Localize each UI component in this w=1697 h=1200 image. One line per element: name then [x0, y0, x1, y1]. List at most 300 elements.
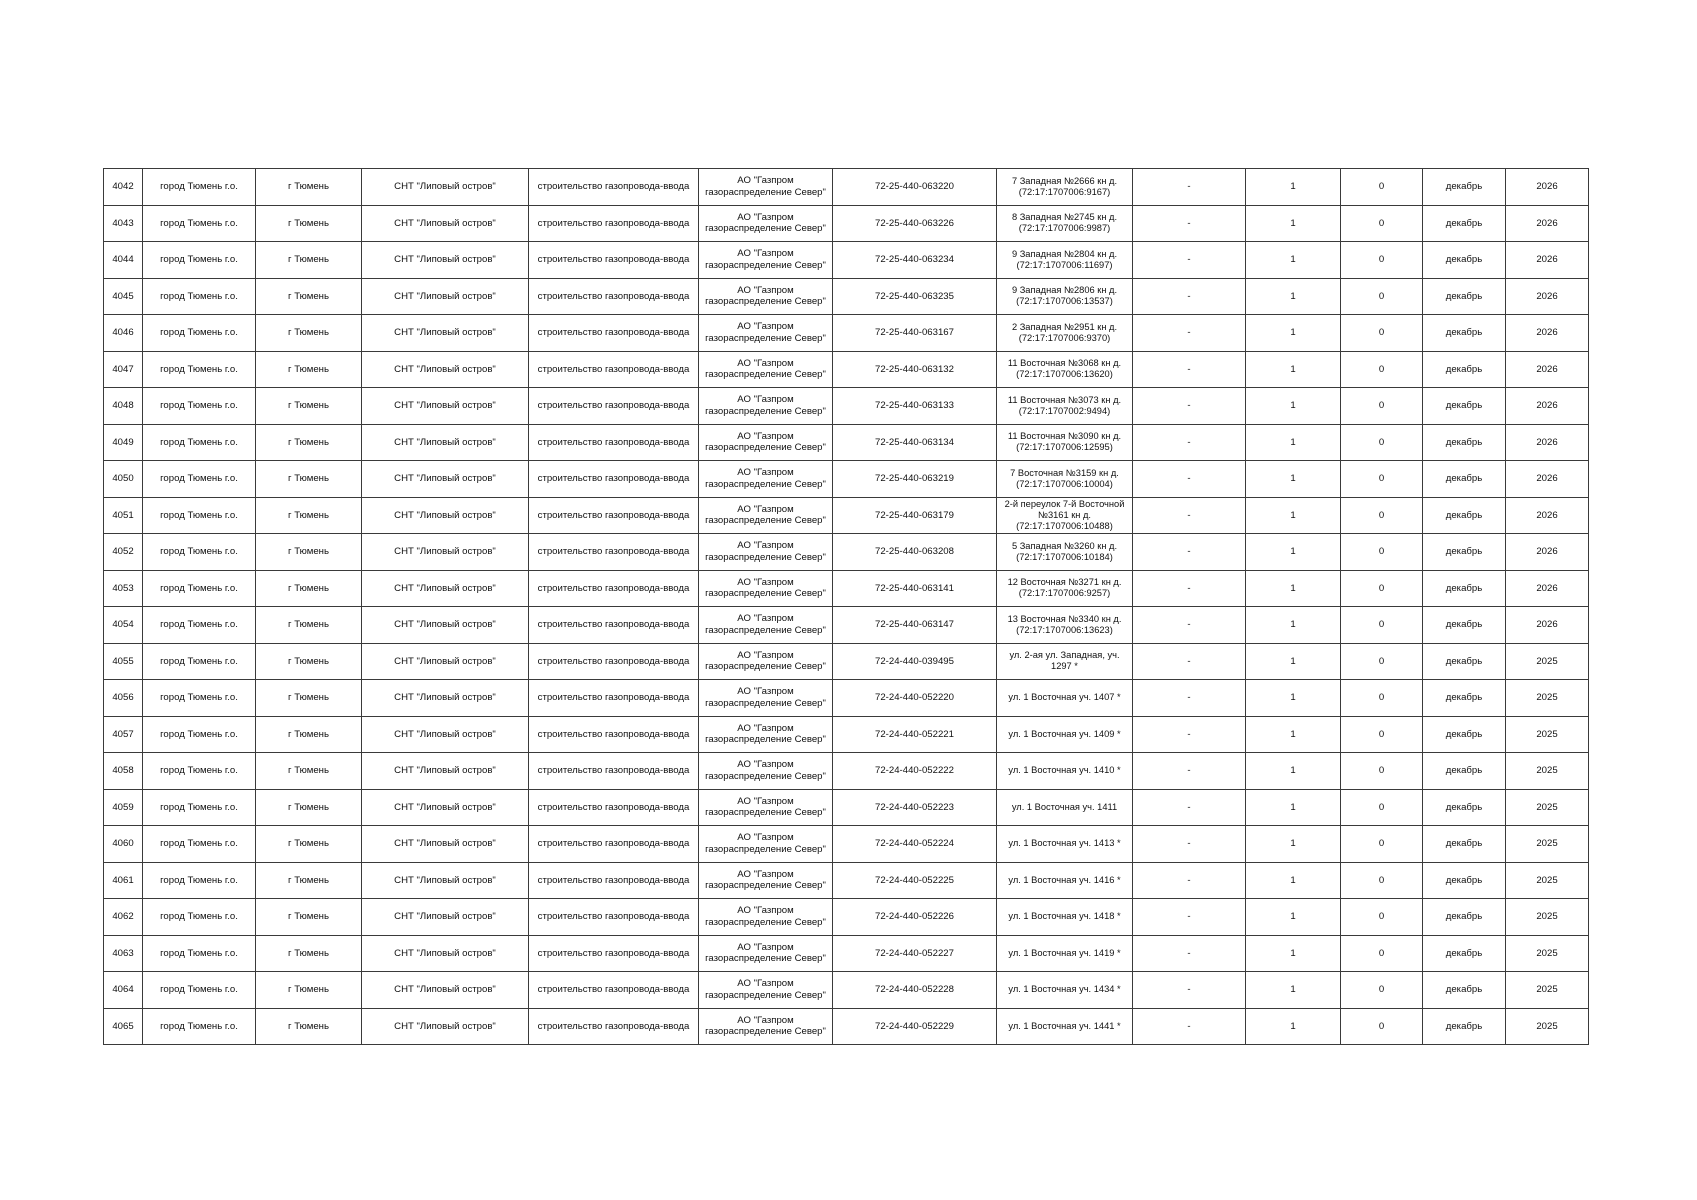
cell-municipality: город Тюмень г.о. [143, 972, 256, 1009]
table-body [104, 169, 1589, 1045]
cell-extra: - [1133, 680, 1246, 717]
cell-city: г Тюмень [256, 862, 362, 899]
cell-city: г Тюмень [256, 278, 362, 315]
cell-work-type: строительство газопровода-ввода [529, 242, 699, 279]
cell-work-type: строительство газопровода-ввода [529, 497, 699, 534]
cell-extra: - [1133, 716, 1246, 753]
cell-work-type: строительство газопровода-ввода [529, 716, 699, 753]
cell-count: 1 [1246, 716, 1341, 753]
cell-application-id: 72-24-440-052222 [833, 753, 997, 790]
cell-count: 1 [1246, 205, 1341, 242]
cell-city: г Тюмень [256, 497, 362, 534]
cell-year: 2026 [1506, 388, 1589, 425]
cell-value: 0 [1341, 862, 1423, 899]
cell-extra: - [1133, 388, 1246, 425]
cell-city: г Тюмень [256, 351, 362, 388]
table-row [104, 680, 1589, 717]
cell-city: г Тюмень [256, 680, 362, 717]
cell-application-id: 72-24-440-052220 [833, 680, 997, 717]
cell-application-id: 72-24-440-052227 [833, 935, 997, 972]
cell-year: 2026 [1506, 315, 1589, 352]
cell-month: декабрь [1423, 680, 1506, 717]
cell-extra: - [1133, 1008, 1246, 1045]
cell-city: г Тюмень [256, 826, 362, 863]
cell-row-number: 4061 [104, 862, 143, 899]
cell-count: 1 [1246, 680, 1341, 717]
cell-municipality: город Тюмень г.о. [143, 169, 256, 206]
cell-organization: АО "Газпром газораспределение Север" [699, 388, 833, 425]
cell-municipality: город Тюмень г.о. [143, 461, 256, 498]
cell-organization: АО "Газпром газораспределение Север" [699, 242, 833, 279]
cell-extra: - [1133, 570, 1246, 607]
cell-address: 13 Восточная №3340 кн д.(72:17:1707006:13623) [997, 607, 1133, 644]
table-row [104, 1008, 1589, 1045]
cell-address: ул. 1 Восточная уч. 1413 * [997, 826, 1133, 863]
cell-municipality: город Тюмень г.о. [143, 534, 256, 571]
cell-extra: - [1133, 972, 1246, 1009]
cell-organization: АО "Газпром газораспределение Север" [699, 169, 833, 206]
cell-address: 11 Восточная №3073 кн д.(72:17:1707002:9494) [997, 388, 1133, 425]
cell-city: г Тюмень [256, 789, 362, 826]
cell-municipality: город Тюмень г.о. [143, 680, 256, 717]
cell-year: 2026 [1506, 351, 1589, 388]
cell-value: 0 [1341, 972, 1423, 1009]
cell-application-id: 72-25-440-063220 [833, 169, 997, 206]
cell-year: 2026 [1506, 278, 1589, 315]
cell-month: декабрь [1423, 935, 1506, 972]
cell-settlement: СНТ "Липовый остров" [362, 643, 529, 680]
cell-year: 2025 [1506, 789, 1589, 826]
cell-municipality: город Тюмень г.о. [143, 862, 256, 899]
cell-count: 1 [1246, 278, 1341, 315]
cell-value: 0 [1341, 680, 1423, 717]
cell-extra: - [1133, 753, 1246, 790]
cell-extra: - [1133, 351, 1246, 388]
cell-count: 1 [1246, 789, 1341, 826]
table-row [104, 424, 1589, 461]
cell-row-number: 4058 [104, 753, 143, 790]
cell-address: ул. 1 Восточная уч. 1407 * [997, 680, 1133, 717]
cell-count: 1 [1246, 972, 1341, 1009]
cell-count: 1 [1246, 899, 1341, 936]
cell-month: декабрь [1423, 716, 1506, 753]
cell-municipality: город Тюмень г.о. [143, 424, 256, 461]
cell-count: 1 [1246, 424, 1341, 461]
table-row [104, 899, 1589, 936]
cell-city: г Тюмень [256, 461, 362, 498]
cell-year: 2025 [1506, 899, 1589, 936]
cell-address: ул. 1 Восточная уч. 1441 * [997, 1008, 1133, 1045]
cell-work-type: строительство газопровода-ввода [529, 1008, 699, 1045]
cell-application-id: 72-25-440-063234 [833, 242, 997, 279]
cell-application-id: 72-24-440-052223 [833, 789, 997, 826]
cell-value: 0 [1341, 388, 1423, 425]
cell-city: г Тюмень [256, 607, 362, 644]
cell-value: 0 [1341, 278, 1423, 315]
cell-row-number: 4050 [104, 461, 143, 498]
cell-settlement: СНТ "Липовый остров" [362, 716, 529, 753]
cell-year: 2026 [1506, 424, 1589, 461]
cell-settlement: СНТ "Липовый остров" [362, 169, 529, 206]
cell-count: 1 [1246, 388, 1341, 425]
cell-count: 1 [1246, 461, 1341, 498]
cell-row-number: 4052 [104, 534, 143, 571]
cell-value: 0 [1341, 789, 1423, 826]
cell-work-type: строительство газопровода-ввода [529, 899, 699, 936]
cell-address: ул. 1 Восточная уч. 1434 * [997, 972, 1133, 1009]
table-row [104, 169, 1589, 206]
cell-work-type: строительство газопровода-ввода [529, 753, 699, 790]
table-row [104, 972, 1589, 1009]
cell-address: 8 Западная №2745 кн д.(72:17:1707006:9987) [997, 205, 1133, 242]
cell-row-number: 4046 [104, 315, 143, 352]
cell-organization: АО "Газпром газораспределение Север" [699, 862, 833, 899]
cell-value: 0 [1341, 534, 1423, 571]
cell-municipality: город Тюмень г.о. [143, 826, 256, 863]
cell-count: 1 [1246, 570, 1341, 607]
cell-value: 0 [1341, 716, 1423, 753]
cell-city: г Тюмень [256, 205, 362, 242]
cell-value: 0 [1341, 315, 1423, 352]
cell-application-id: 72-24-440-052226 [833, 899, 997, 936]
cell-year: 2026 [1506, 534, 1589, 571]
cell-city: г Тюмень [256, 242, 362, 279]
cell-extra: - [1133, 424, 1246, 461]
cell-application-id: 72-24-440-052221 [833, 716, 997, 753]
cell-work-type: строительство газопровода-ввода [529, 388, 699, 425]
cell-address: ул. 2-ая ул. Западная, уч. 1297 * [997, 643, 1133, 680]
cell-row-number: 4055 [104, 643, 143, 680]
cell-organization: АО "Газпром газораспределение Север" [699, 351, 833, 388]
data-table [103, 168, 1589, 1045]
cell-settlement: СНТ "Липовый остров" [362, 278, 529, 315]
cell-extra: - [1133, 789, 1246, 826]
cell-city: г Тюмень [256, 935, 362, 972]
cell-organization: АО "Газпром газораспределение Север" [699, 643, 833, 680]
cell-address: 11 Восточная №3090 кн д.(72:17:1707006:12595) [997, 424, 1133, 461]
cell-municipality: город Тюмень г.о. [143, 716, 256, 753]
cell-value: 0 [1341, 424, 1423, 461]
cell-settlement: СНТ "Липовый остров" [362, 680, 529, 717]
cell-extra: - [1133, 205, 1246, 242]
cell-month: декабрь [1423, 424, 1506, 461]
cell-month: декабрь [1423, 205, 1506, 242]
cell-settlement: СНТ "Липовый остров" [362, 351, 529, 388]
cell-municipality: город Тюмень г.о. [143, 242, 256, 279]
cell-address: ул. 1 Восточная уч. 1416 * [997, 862, 1133, 899]
table-row [104, 461, 1589, 498]
cell-count: 1 [1246, 169, 1341, 206]
cell-work-type: строительство газопровода-ввода [529, 424, 699, 461]
cell-settlement: СНТ "Липовый остров" [362, 205, 529, 242]
table-row [104, 534, 1589, 571]
table-row [104, 826, 1589, 863]
cell-municipality: город Тюмень г.о. [143, 388, 256, 425]
cell-year: 2025 [1506, 826, 1589, 863]
cell-application-id: 72-24-440-052224 [833, 826, 997, 863]
cell-year: 2026 [1506, 497, 1589, 534]
cell-work-type: строительство газопровода-ввода [529, 935, 699, 972]
cell-extra: - [1133, 461, 1246, 498]
cell-value: 0 [1341, 899, 1423, 936]
cell-count: 1 [1246, 643, 1341, 680]
cell-extra: - [1133, 643, 1246, 680]
cell-settlement: СНТ "Липовый остров" [362, 972, 529, 1009]
cell-month: декабрь [1423, 607, 1506, 644]
cell-address: 12 Восточная №3271 кн д.(72:17:1707006:9257) [997, 570, 1133, 607]
cell-month: декабрь [1423, 315, 1506, 352]
cell-address: ул. 1 Восточная уч. 1410 * [997, 753, 1133, 790]
cell-extra: - [1133, 497, 1246, 534]
cell-application-id: 72-25-440-063141 [833, 570, 997, 607]
cell-settlement: СНТ "Липовый остров" [362, 534, 529, 571]
cell-year: 2025 [1506, 716, 1589, 753]
cell-extra: - [1133, 935, 1246, 972]
cell-value: 0 [1341, 607, 1423, 644]
cell-work-type: строительство газопровода-ввода [529, 169, 699, 206]
cell-count: 1 [1246, 826, 1341, 863]
cell-application-id: 72-25-440-063147 [833, 607, 997, 644]
cell-row-number: 4043 [104, 205, 143, 242]
cell-settlement: СНТ "Липовый остров" [362, 424, 529, 461]
cell-settlement: СНТ "Липовый остров" [362, 461, 529, 498]
cell-application-id: 72-25-440-063179 [833, 497, 997, 534]
cell-settlement: СНТ "Липовый остров" [362, 497, 529, 534]
cell-row-number: 4042 [104, 169, 143, 206]
cell-application-id: 72-25-440-063133 [833, 388, 997, 425]
cell-row-number: 4057 [104, 716, 143, 753]
cell-count: 1 [1246, 1008, 1341, 1045]
cell-value: 0 [1341, 643, 1423, 680]
cell-extra: - [1133, 534, 1246, 571]
cell-count: 1 [1246, 534, 1341, 571]
cell-city: г Тюмень [256, 899, 362, 936]
cell-application-id: 72-25-440-063167 [833, 315, 997, 352]
cell-address: ул. 1 Восточная уч. 1418 * [997, 899, 1133, 936]
cell-row-number: 4049 [104, 424, 143, 461]
cell-work-type: строительство газопровода-ввода [529, 826, 699, 863]
cell-municipality: город Тюмень г.о. [143, 315, 256, 352]
cell-count: 1 [1246, 497, 1341, 534]
cell-value: 0 [1341, 461, 1423, 498]
cell-year: 2025 [1506, 1008, 1589, 1045]
cell-month: декабрь [1423, 570, 1506, 607]
cell-application-id: 72-25-440-063219 [833, 461, 997, 498]
cell-value: 0 [1341, 169, 1423, 206]
cell-work-type: строительство газопровода-ввода [529, 862, 699, 899]
cell-municipality: город Тюмень г.о. [143, 497, 256, 534]
table-row [104, 570, 1589, 607]
cell-address: 2 Западная №2951 кн д.(72:17:1707006:9370) [997, 315, 1133, 352]
cell-value: 0 [1341, 1008, 1423, 1045]
cell-city: г Тюмень [256, 972, 362, 1009]
cell-municipality: город Тюмень г.о. [143, 753, 256, 790]
cell-row-number: 4063 [104, 935, 143, 972]
cell-extra: - [1133, 862, 1246, 899]
cell-extra: - [1133, 315, 1246, 352]
cell-month: декабрь [1423, 242, 1506, 279]
cell-organization: АО "Газпром газораспределение Север" [699, 205, 833, 242]
cell-municipality: город Тюмень г.о. [143, 278, 256, 315]
table-row [104, 862, 1589, 899]
cell-application-id: 72-25-440-063132 [833, 351, 997, 388]
cell-municipality: город Тюмень г.о. [143, 351, 256, 388]
cell-value: 0 [1341, 242, 1423, 279]
cell-address: ул. 1 Восточная уч. 1411 [997, 789, 1133, 826]
cell-work-type: строительство газопровода-ввода [529, 607, 699, 644]
cell-value: 0 [1341, 826, 1423, 863]
cell-year: 2025 [1506, 753, 1589, 790]
table-row [104, 643, 1589, 680]
cell-year: 2025 [1506, 680, 1589, 717]
cell-work-type: строительство газопровода-ввода [529, 461, 699, 498]
table-row [104, 388, 1589, 425]
table-row [104, 497, 1589, 534]
cell-organization: АО "Газпром газораспределение Север" [699, 497, 833, 534]
cell-city: г Тюмень [256, 643, 362, 680]
cell-city: г Тюмень [256, 534, 362, 571]
cell-application-id: 72-25-440-063208 [833, 534, 997, 571]
cell-count: 1 [1246, 753, 1341, 790]
cell-count: 1 [1246, 607, 1341, 644]
cell-city: г Тюмень [256, 570, 362, 607]
cell-application-id: 72-25-440-063226 [833, 205, 997, 242]
cell-organization: АО "Газпром газораспределение Север" [699, 899, 833, 936]
cell-city: г Тюмень [256, 753, 362, 790]
cell-application-id: 72-24-440-052228 [833, 972, 997, 1009]
table-row [104, 242, 1589, 279]
cell-count: 1 [1246, 242, 1341, 279]
cell-row-number: 4044 [104, 242, 143, 279]
cell-count: 1 [1246, 315, 1341, 352]
cell-settlement: СНТ "Липовый остров" [362, 570, 529, 607]
cell-year: 2026 [1506, 169, 1589, 206]
cell-organization: АО "Газпром газораспределение Север" [699, 424, 833, 461]
cell-month: декабрь [1423, 753, 1506, 790]
cell-extra: - [1133, 169, 1246, 206]
cell-extra: - [1133, 899, 1246, 936]
cell-row-number: 4056 [104, 680, 143, 717]
cell-value: 0 [1341, 570, 1423, 607]
cell-settlement: СНТ "Липовый остров" [362, 753, 529, 790]
cell-value: 0 [1341, 935, 1423, 972]
cell-application-id: 72-24-440-052229 [833, 1008, 997, 1045]
cell-organization: АО "Газпром газораспределение Север" [699, 278, 833, 315]
cell-work-type: строительство газопровода-ввода [529, 534, 699, 571]
cell-month: декабрь [1423, 497, 1506, 534]
cell-work-type: строительство газопровода-ввода [529, 972, 699, 1009]
cell-municipality: город Тюмень г.о. [143, 1008, 256, 1045]
cell-address: ул. 1 Восточная уч. 1409 * [997, 716, 1133, 753]
cell-city: г Тюмень [256, 169, 362, 206]
cell-settlement: СНТ "Липовый остров" [362, 826, 529, 863]
table-row [104, 315, 1589, 352]
cell-row-number: 4048 [104, 388, 143, 425]
cell-month: декабрь [1423, 1008, 1506, 1045]
cell-value: 0 [1341, 497, 1423, 534]
cell-organization: АО "Газпром газораспределение Север" [699, 1008, 833, 1045]
cell-settlement: СНТ "Липовый остров" [362, 388, 529, 425]
cell-municipality: город Тюмень г.о. [143, 899, 256, 936]
table-row [104, 351, 1589, 388]
cell-settlement: СНТ "Липовый остров" [362, 862, 529, 899]
cell-address: ул. 1 Восточная уч. 1419 * [997, 935, 1133, 972]
cell-municipality: город Тюмень г.о. [143, 643, 256, 680]
cell-city: г Тюмень [256, 388, 362, 425]
cell-month: декабрь [1423, 169, 1506, 206]
table-row [104, 716, 1589, 753]
cell-organization: АО "Газпром газораспределение Север" [699, 534, 833, 571]
cell-organization: АО "Газпром газораспределение Север" [699, 716, 833, 753]
cell-row-number: 4065 [104, 1008, 143, 1045]
table-row [104, 205, 1589, 242]
cell-settlement: СНТ "Липовый остров" [362, 607, 529, 644]
cell-organization: АО "Газпром газораспределение Север" [699, 753, 833, 790]
cell-row-number: 4060 [104, 826, 143, 863]
cell-organization: АО "Газпром газораспределение Север" [699, 935, 833, 972]
cell-row-number: 4064 [104, 972, 143, 1009]
cell-settlement: СНТ "Липовый остров" [362, 789, 529, 826]
cell-count: 1 [1246, 351, 1341, 388]
cell-year: 2026 [1506, 205, 1589, 242]
cell-settlement: СНТ "Липовый остров" [362, 242, 529, 279]
cell-organization: АО "Газпром газораспределение Север" [699, 315, 833, 352]
cell-address: 9 Западная №2804 кн д.(72:17:1707006:11697) [997, 242, 1133, 279]
cell-row-number: 4051 [104, 497, 143, 534]
cell-month: декабрь [1423, 351, 1506, 388]
cell-month: декабрь [1423, 278, 1506, 315]
cell-extra: - [1133, 826, 1246, 863]
cell-organization: АО "Газпром газораспределение Север" [699, 789, 833, 826]
cell-application-id: 72-25-440-063235 [833, 278, 997, 315]
cell-row-number: 4045 [104, 278, 143, 315]
cell-month: декабрь [1423, 899, 1506, 936]
cell-municipality: город Тюмень г.о. [143, 607, 256, 644]
cell-extra: - [1133, 607, 1246, 644]
cell-month: декабрь [1423, 972, 1506, 1009]
cell-organization: АО "Газпром газораспределение Север" [699, 570, 833, 607]
cell-work-type: строительство газопровода-ввода [529, 570, 699, 607]
cell-work-type: строительство газопровода-ввода [529, 643, 699, 680]
table-row [104, 278, 1589, 315]
cell-value: 0 [1341, 753, 1423, 790]
cell-organization: АО "Газпром газораспределение Север" [699, 826, 833, 863]
cell-city: г Тюмень [256, 716, 362, 753]
cell-count: 1 [1246, 862, 1341, 899]
cell-year: 2026 [1506, 242, 1589, 279]
cell-year: 2025 [1506, 643, 1589, 680]
cell-work-type: строительство газопровода-ввода [529, 205, 699, 242]
cell-month: декабрь [1423, 461, 1506, 498]
cell-row-number: 4059 [104, 789, 143, 826]
cell-settlement: СНТ "Липовый остров" [362, 899, 529, 936]
cell-settlement: СНТ "Липовый остров" [362, 315, 529, 352]
table-row [104, 753, 1589, 790]
cell-row-number: 4062 [104, 899, 143, 936]
cell-row-number: 4047 [104, 351, 143, 388]
cell-application-id: 72-24-440-052225 [833, 862, 997, 899]
cell-work-type: строительство газопровода-ввода [529, 351, 699, 388]
cell-organization: АО "Газпром газораспределение Север" [699, 461, 833, 498]
cell-year: 2026 [1506, 570, 1589, 607]
cell-count: 1 [1246, 935, 1341, 972]
cell-settlement: СНТ "Липовый остров" [362, 1008, 529, 1045]
cell-month: декабрь [1423, 643, 1506, 680]
cell-year: 2026 [1506, 461, 1589, 498]
table-row [104, 935, 1589, 972]
cell-year: 2025 [1506, 972, 1589, 1009]
cell-municipality: город Тюмень г.о. [143, 789, 256, 826]
